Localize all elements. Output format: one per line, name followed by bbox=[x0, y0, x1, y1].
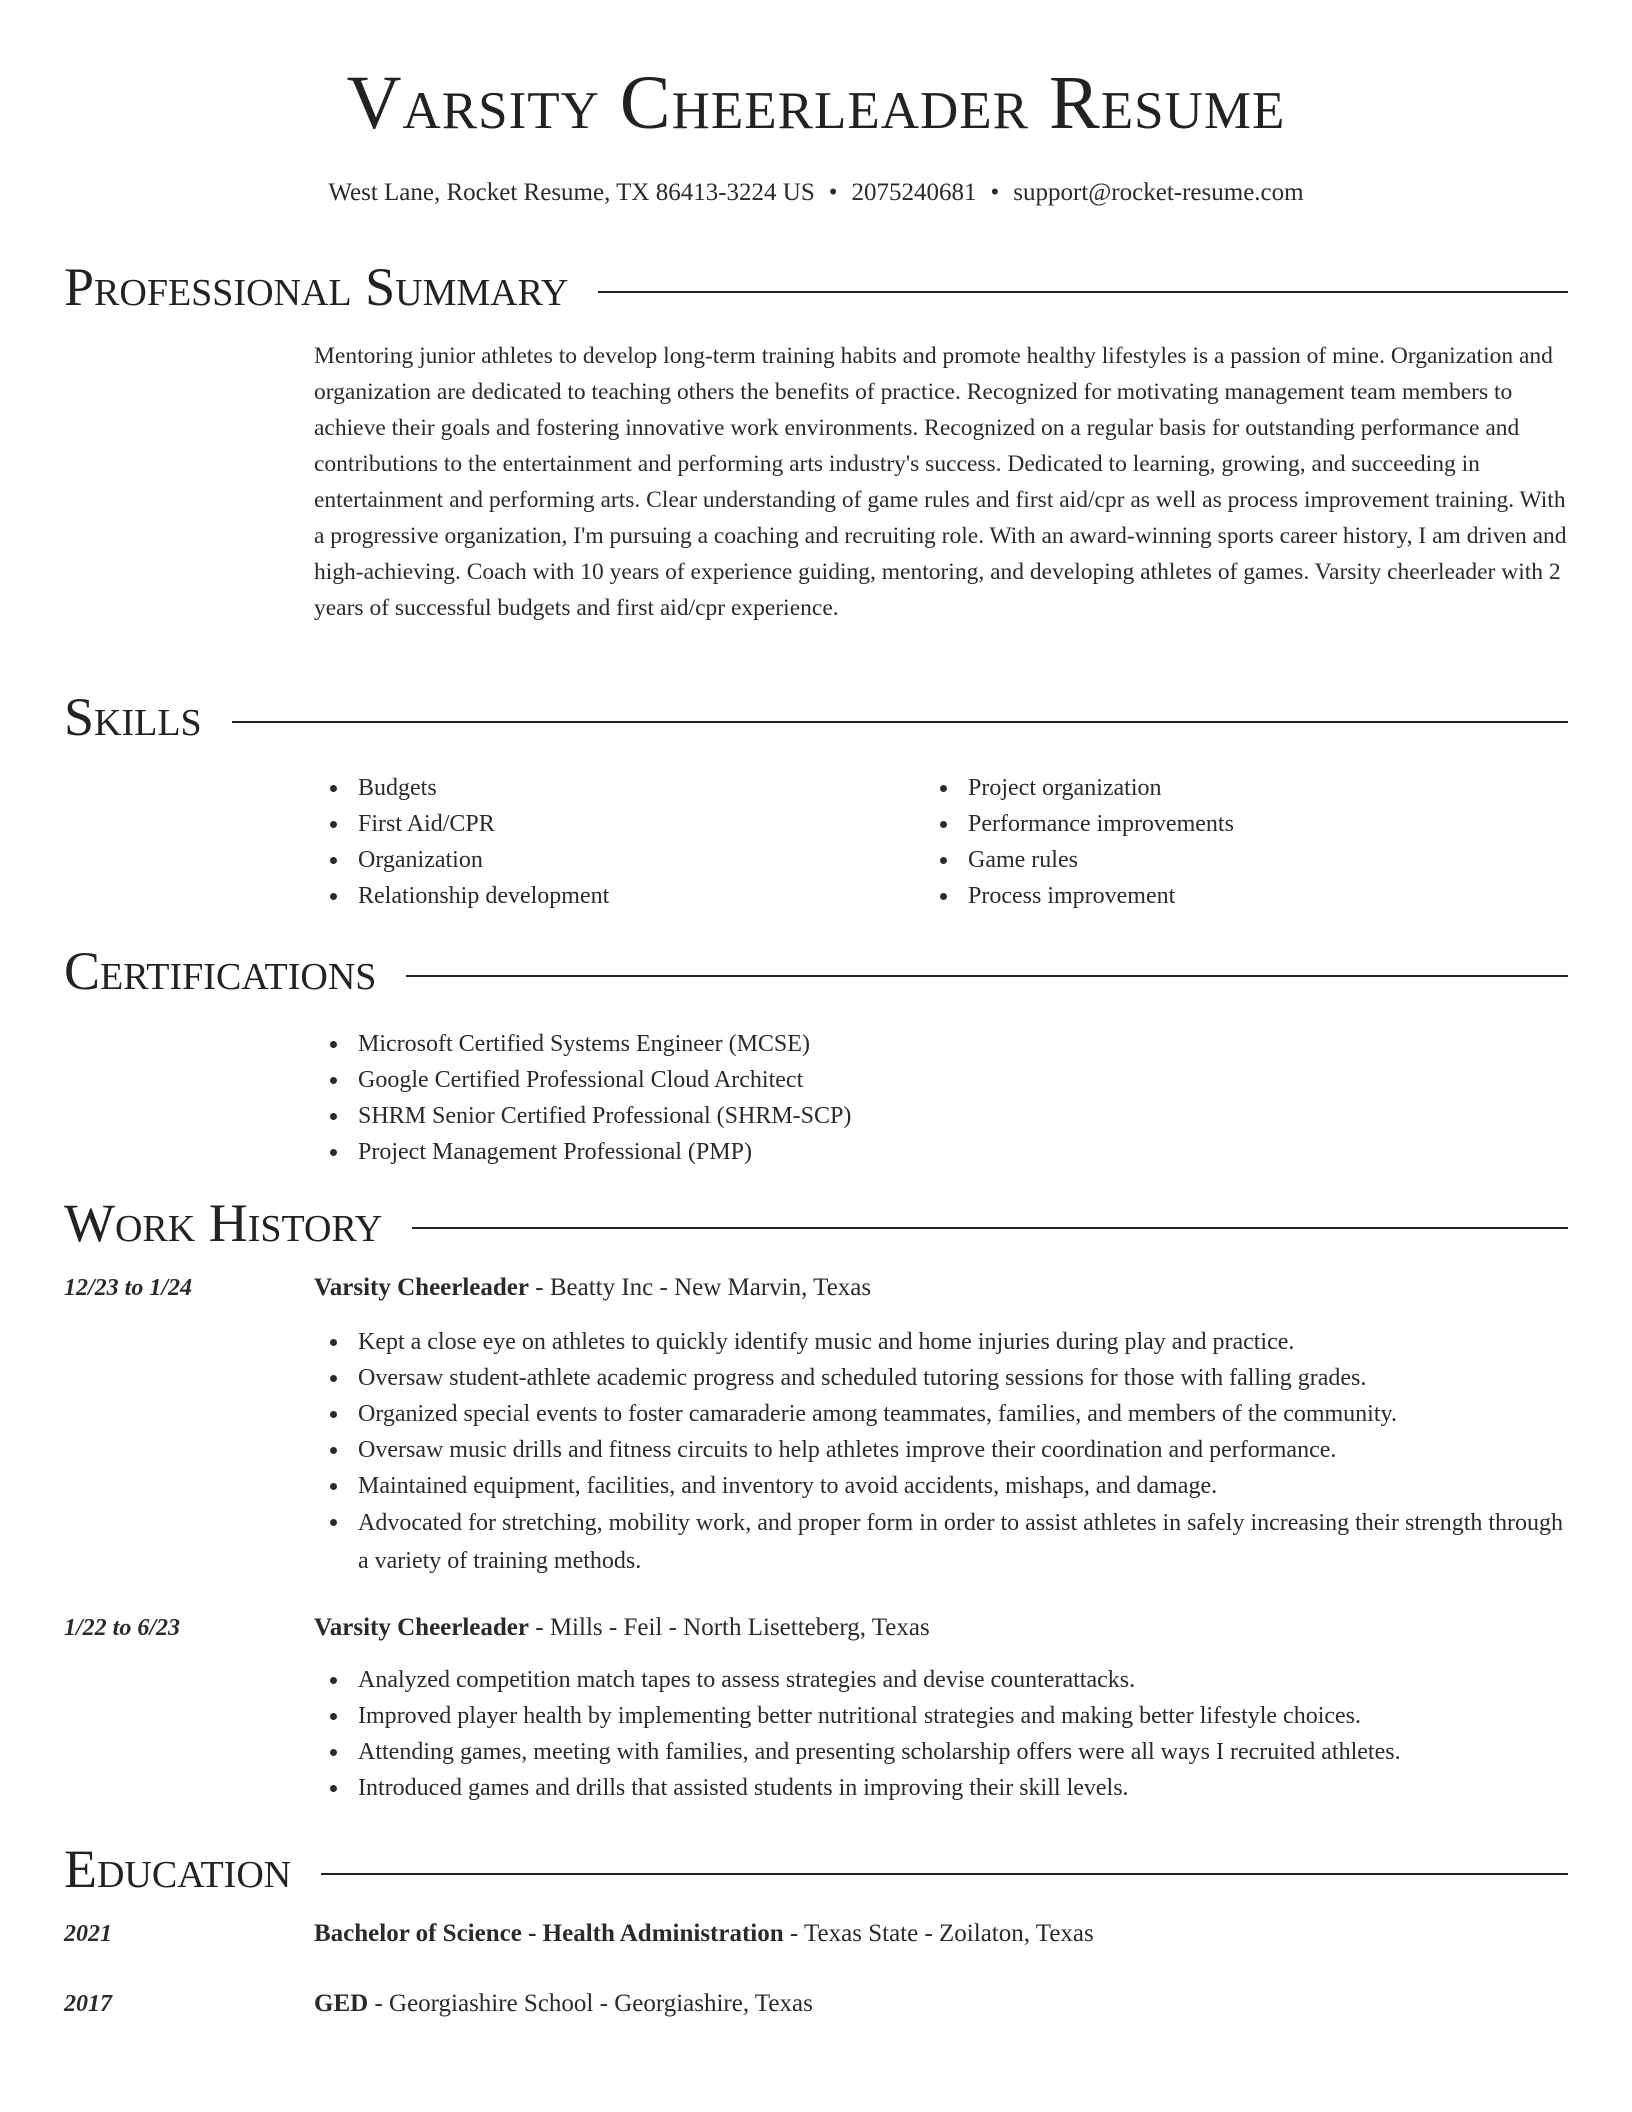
skill-item: Organization bbox=[314, 842, 934, 878]
job-role: Varsity Cheerleader bbox=[314, 1274, 529, 1301]
education-degree: Bachelor of Science - Health Administration bbox=[314, 1920, 784, 1947]
section-title: Professional Summary bbox=[64, 252, 598, 322]
skill-item: Game rules bbox=[924, 842, 1544, 878]
section-title: Work History bbox=[64, 1188, 412, 1258]
job-bullet: Advocated for stretching, mobility work, and proper form in order to assist athletes in safely increasing their strength through a variety of training methods. bbox=[314, 1504, 1568, 1580]
skills-list-right bbox=[924, 770, 1544, 914]
job-bullet: Improved player health by implementing better nutritional strategies and making better lifestyle choices. bbox=[314, 1698, 1568, 1734]
job-bullet: Oversaw music drills and fitness circuits to help athletes improve their coordination and performance. bbox=[314, 1432, 1568, 1468]
section-header-education bbox=[64, 1834, 1568, 1904]
education-heading bbox=[314, 1916, 1568, 1952]
address: West Lane, Rocket Resume, TX 86413-3224 US bbox=[328, 179, 815, 206]
job-bullets bbox=[314, 1662, 1568, 1806]
section-header-work-history bbox=[64, 1188, 1568, 1258]
job-dates: 1/22 to 6/23 bbox=[64, 1615, 181, 1641]
skill-item: Budgets bbox=[314, 770, 934, 806]
summary-text: Mentoring junior athletes to develop long-term training habits and promote healthy lifestyles is a passion of mine. Organization and organization are dedicated to teaching others the benefits of practice. Recognized for motivating management team members to achieve their goals and fostering innovative work environments. Recognized on a regular basis for outstanding performance and contributions to the entertainment and performing arts industry's success. Dedicated to learning, growing, and succeeding in entertainment and performing arts. Clear understanding of game rules and first aid/cpr as well as process improvement training. With a progressive organization, I'm pursuing a coaching and recruiting role. With an award-winning sports career history, I am driven and high-achieving. Coach with 10 years of experience guiding, mentoring, and developing athletes of games. Varsity cheerleader with 2 years of successful budgets and first aid/cpr experience. bbox=[314, 343, 1567, 621]
section-header-certifications bbox=[64, 936, 1568, 1006]
skill-item: Performance improvements bbox=[924, 806, 1544, 842]
contact-line bbox=[0, 176, 1632, 210]
certification-item: Google Certified Professional Cloud Architect bbox=[314, 1062, 1568, 1098]
job-bullet: Kept a close eye on athletes to quickly identify music and home injuries during play and practice. bbox=[314, 1324, 1568, 1360]
education-heading bbox=[314, 1986, 1568, 2022]
education-year: 2021 bbox=[64, 1921, 112, 1947]
section-rule bbox=[64, 721, 1568, 723]
job-bullet: Attending games, meeting with families, and presenting scholarship offers were all ways I recruited athletes. bbox=[314, 1734, 1568, 1770]
section-header-summary bbox=[64, 252, 1568, 322]
section-header-skills bbox=[64, 682, 1568, 752]
job-bullet: Analyzed competition match tapes to assess strategies and devise counterattacks. bbox=[314, 1662, 1568, 1698]
job-details: - Beatty Inc - New Marvin, Texas bbox=[529, 1274, 872, 1301]
job-bullets bbox=[314, 1324, 1568, 1580]
certification-item: Project Management Professional (PMP) bbox=[314, 1134, 1568, 1170]
job-heading bbox=[314, 1610, 1568, 1646]
skills-list-left bbox=[314, 770, 934, 914]
certification-item: SHRM Senior Certified Professional (SHRM-SCP) bbox=[314, 1098, 1568, 1134]
education-details: - Texas State - Zoilaton, Texas bbox=[783, 1920, 1094, 1947]
job-role: Varsity Cheerleader bbox=[314, 1614, 529, 1641]
job-heading bbox=[314, 1270, 1568, 1306]
education-degree: GED bbox=[314, 1990, 369, 2017]
education-details: - Georgiashire School - Georgiashire, Texas bbox=[368, 1990, 813, 2017]
job-bullet: Oversaw student-athlete academic progress and scheduled tutoring sessions for those with falling grades. bbox=[314, 1360, 1568, 1396]
section-title: Education bbox=[64, 1834, 321, 1904]
skill-item: Process improvement bbox=[924, 878, 1544, 914]
section-title: Skills bbox=[64, 682, 232, 752]
job-bullet: Organized special events to foster camaraderie among teammates, families, and members of the community. bbox=[314, 1396, 1568, 1432]
job-dates: 12/23 to 1/24 bbox=[64, 1275, 193, 1301]
certifications-list bbox=[314, 1026, 1568, 1170]
skill-item: Relationship development bbox=[314, 878, 934, 914]
certification-item: Microsoft Certified Systems Engineer (MCSE) bbox=[314, 1026, 1568, 1062]
resume-title: Varsity Cheerleader Resume bbox=[346, 61, 1286, 145]
email: support@rocket-resume.com bbox=[1013, 179, 1304, 206]
separator: • bbox=[990, 179, 1000, 206]
phone: 2075240681 bbox=[851, 179, 977, 206]
separator: • bbox=[828, 179, 838, 206]
skill-item: Project organization bbox=[924, 770, 1544, 806]
job-details: - Mills - Feil - North Lisetteberg, Texas bbox=[529, 1614, 930, 1641]
job-bullet: Maintained equipment, facilities, and inventory to avoid accidents, mishaps, and damage. bbox=[314, 1468, 1568, 1504]
section-title: Certifications bbox=[64, 936, 406, 1006]
job-bullet: Introduced games and drills that assisted students in improving their skill levels. bbox=[314, 1770, 1568, 1806]
skill-item: First Aid/CPR bbox=[314, 806, 934, 842]
education-year: 2017 bbox=[64, 1991, 112, 2017]
